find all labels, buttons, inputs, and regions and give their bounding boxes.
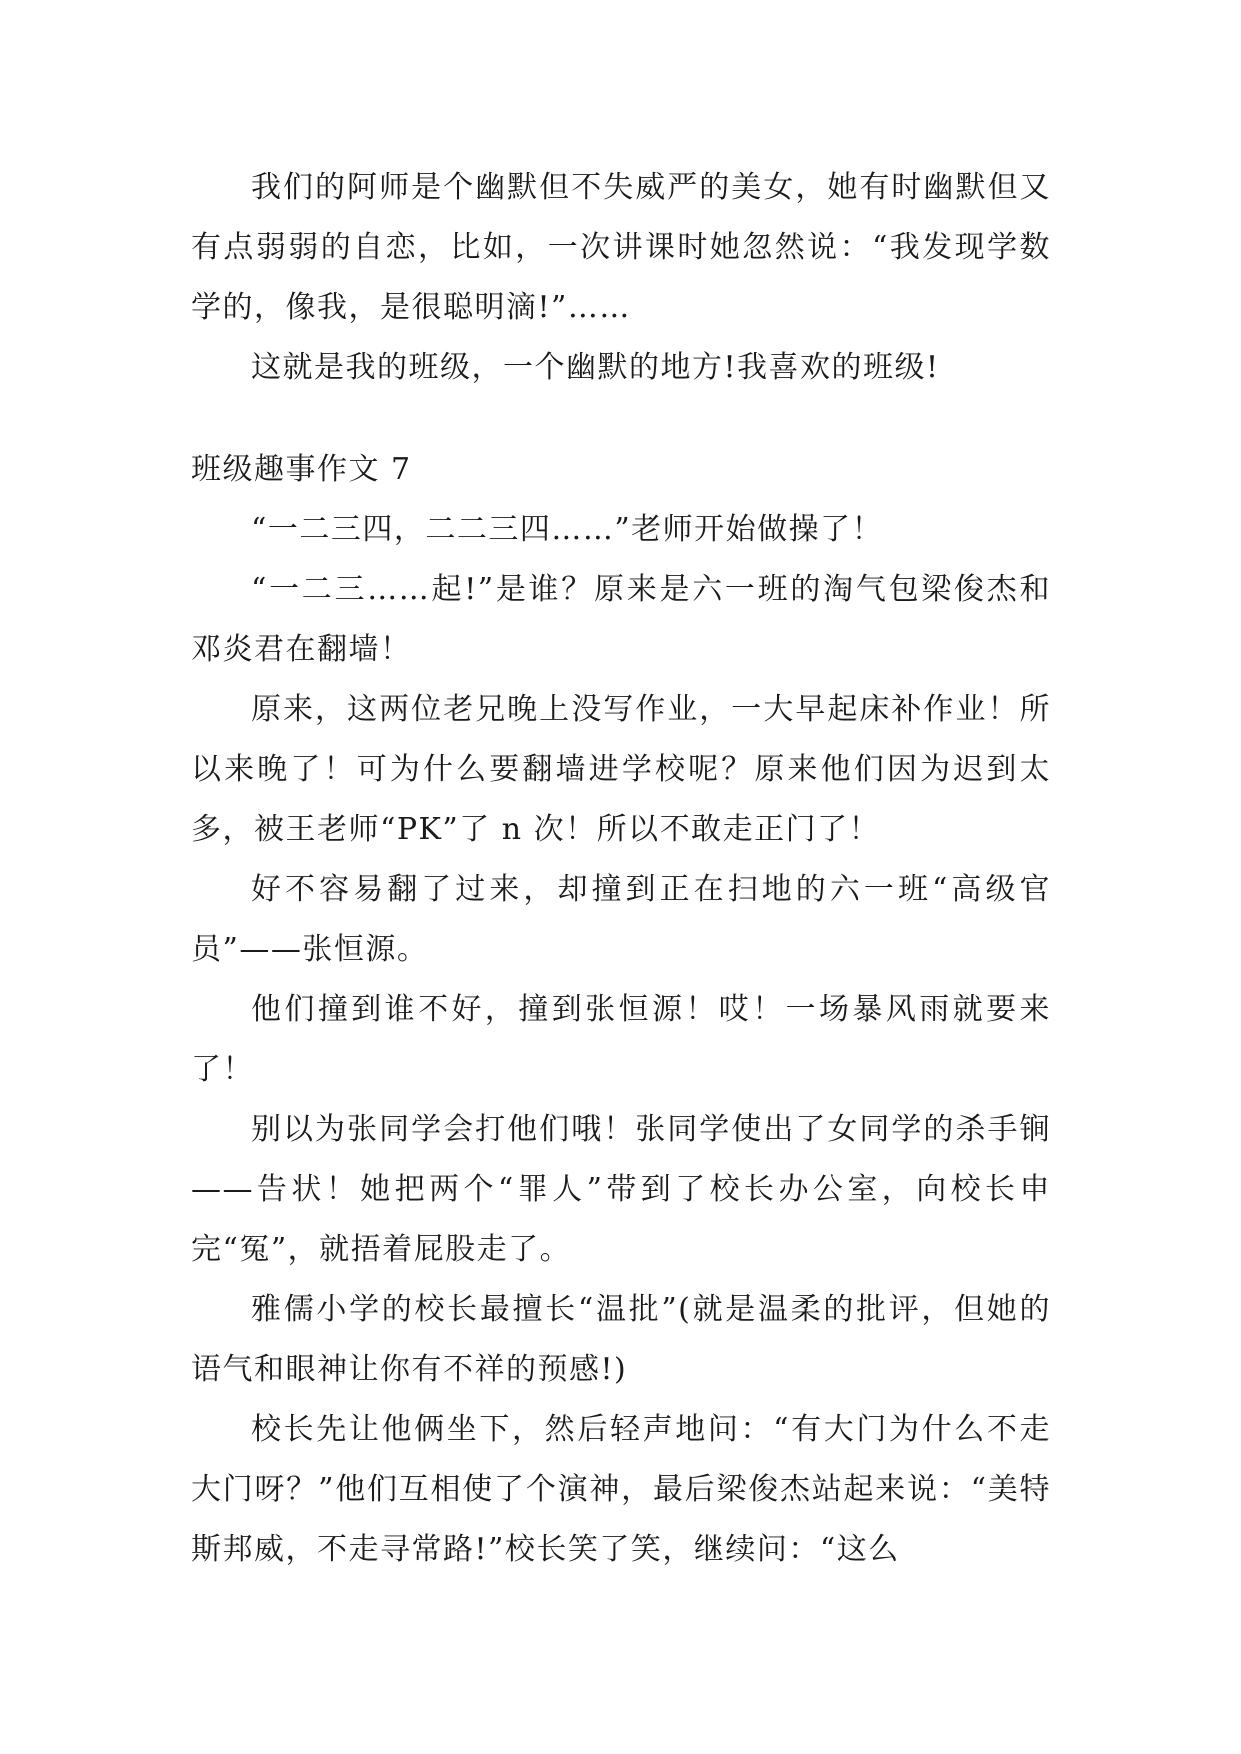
paragraph-teacher-humor: 我们的阿师是个幽默但不失威严的美女，她有时幽默但又有点弱弱的自恋，比如，一次讲课时她忽然说：“我发现学数学的，像我，是很聪明滴!”……	[191, 170, 1051, 325]
document-body	[191, 158, 1051, 1580]
paragraph-report: 别以为张同学会打他们哦！张同学使出了女同学的杀手锏——告状！她把两个“罪人”带到了校长办公室，向校长申完“冤”，就捂着屁股走了。	[191, 1112, 1051, 1267]
paragraph-storm: 他们撞到谁不好，撞到张恒源！哎！一场暴风雨就要来了！	[191, 992, 1051, 1087]
paragraph-caught: 好不容易翻了过来，却撞到正在扫地的六一班“高级官员”——张恒源。	[191, 872, 1051, 967]
paragraph-class-summary: 这就是我的班级，一个幽默的地方!我喜欢的班级!	[251, 350, 940, 385]
paragraph-late-reason: 原来，这两位老兄晚上没写作业，一大早起床补作业！所以来晚了！可为什么要翻墙进学校呢？原来他们因为迟到太多，被王老师“PK”了 n 次！所以不敢走正门了！	[191, 692, 1051, 847]
paragraph-principal: 雅儒小学的校长最擅长“温批”(就是温柔的批评，但她的语气和眼神让你有不祥的预感!)	[191, 1292, 1051, 1387]
paragraph-climbing-wall: “一二三……起!”是谁？原来是六一班的淘气包梁俊杰和邓炎君在翻墙！	[191, 572, 1051, 667]
section-gap	[191, 398, 1051, 440]
paragraph-questioning: 校长先让他俩坐下，然后轻声地问：“有大门为什么不走大门呀？”他们互相使了个演神，最后梁俊杰站起来说：“美特斯邦威，不走寻常路!”校长笑了笑，继续问：“这么	[191, 1412, 1051, 1567]
section-title: 班级趣事作文 7	[191, 452, 412, 487]
paragraph-exercise: “一二三四，二二三四……”老师开始做操了！	[251, 512, 884, 547]
